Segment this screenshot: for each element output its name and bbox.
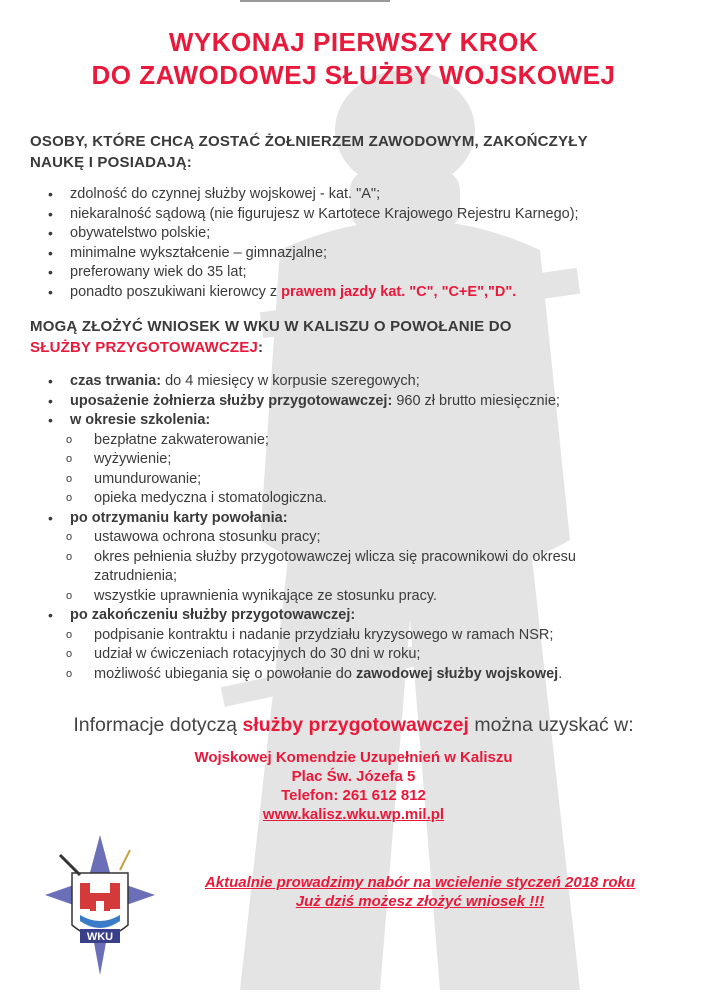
driving-license-highlight: prawem jazdy kat. "C", "C+E","D". <box>281 283 517 300</box>
section1-heading-line2: NAUKĘ I POSIADAJĄ: <box>30 154 192 171</box>
list-item: • obywatelstwo polskie; <box>48 224 579 244</box>
sublist-item: o bezpłatne zakwaterowanie; <box>48 431 576 451</box>
requirements-list <box>48 185 579 302</box>
circle-bullet-icon: o <box>66 550 73 563</box>
list-item: • preferowany wiek do 35 lat; <box>48 263 579 283</box>
recruitment-line2: Już dziś możesz złożyć wniosek !!! <box>295 893 545 910</box>
list-item: • czas trwania: do 4 miesięcy w korpusie szeregowych; <box>48 372 576 392</box>
contact-phone: Telefon: 261 612 812 <box>281 787 426 804</box>
list-item: • ponadto poszukiwani kierowcy z prawem jazdy kat. "C", "C+E","D". <box>48 283 579 303</box>
bullet-icon: • <box>48 205 53 222</box>
sublist-item: o opieka medyczna i stomatologiczna. <box>48 489 576 509</box>
sublist-item: o możliwość ubiegania się o powołanie do zawodowej służby wojskowej. <box>48 665 576 685</box>
list-item: • minimalne wykształcenie – gimnazjalne; <box>48 244 579 264</box>
contact-website-link[interactable]: www.kalisz.wku.wp.mil.pl <box>262 806 445 823</box>
info-line: Informacje dotyczą służby przygotowawczej można uzyskać w: <box>73 714 634 736</box>
recruitment-line1: Aktualnie prowadzimy nabór na wcielenie styczeń 2018 roku <box>204 874 636 891</box>
logo-text: WKU <box>86 931 114 943</box>
contact-office: Wojskowej Komendzie Uzupełnień w Kaliszu <box>194 749 513 766</box>
sublist-item: o wszystkie uprawnienia wynikające ze stosunku pracy. <box>48 587 576 607</box>
circle-bullet-icon: o <box>66 667 73 680</box>
card-sublist <box>48 528 576 606</box>
sublist-item: o podpisanie kontraktu i nadanie przydziału kryzysowego w ramach NSR; <box>48 626 576 646</box>
circle-bullet-icon: o <box>66 433 73 446</box>
after-service-sublist <box>48 626 576 685</box>
sublist-item: o wyżywienie; <box>48 450 576 470</box>
sublist-item: o okres pełnienia służby przygotowawczej wlicza się pracownikowi do okresu zatrudnienia; <box>66 548 576 584</box>
bullet-icon: • <box>48 412 53 428</box>
section2-heading-line2: SŁUŻBY PRZYGOTOWAWCZEJ: <box>30 339 264 356</box>
section2-heading-line1: MOGĄ ZŁOŻYĆ WNIOSEK W WKU W KALISZU O POWOŁANIE DO <box>30 318 512 335</box>
list-item: • uposażenie żołnierza służby przygotowawczej: 960 zł brutto miesięcznie; <box>48 392 576 412</box>
list-item: • zdolność do czynnej służby wojskowej - kat. "A"; <box>48 185 579 205</box>
title-line-1: WYKONAJ PIERWSZY KROK <box>168 27 539 57</box>
bullet-icon: • <box>48 509 53 526</box>
castle-shield-icon <box>72 873 128 937</box>
circle-bullet-icon: o <box>66 453 73 465</box>
title-line-2: DO ZAWODOWEJ SŁUŻBY WOJSKOWEJ <box>91 60 616 90</box>
sublist-item: o udział w ćwiczeniach rotacyjnych do 30 dni w roku; <box>48 645 576 665</box>
bullet-icon: • <box>48 244 53 261</box>
bullet-icon: • <box>48 264 53 280</box>
list-item: • w okresie szkolenia: o bezpłatne zakwaterowanie; o wyżywienie; o umundurowanie; o opieka medyczna i stomatologiczna. <box>48 411 576 509</box>
bullet-icon: • <box>48 225 53 241</box>
bullet-icon: • <box>48 283 53 300</box>
list-item: • po otrzymaniu karty powołania: o ustawowa ochrona stosunku pracy; o okres pełnienia służby przygotowawczej wlicza się pracownikowi do okresu zatrudnienia; o wszystkie uprawnienia wynikające ze stosunku pracy. <box>48 509 576 607</box>
circle-bullet-icon: o <box>66 589 73 602</box>
training-sublist <box>48 431 576 509</box>
sublist-item: o umundurowanie; <box>48 470 576 490</box>
wku-emblem-logo <box>40 825 160 985</box>
bullet-icon: • <box>48 373 53 389</box>
scan-line <box>240 0 390 2</box>
list-item: • po zakończeniu służby przygotowawczej: o podpisanie kontraktu i nadanie przydziału kryzysowego w ramach NSR; o udział w ćwiczeniach rotacyjnych do 30 dni w roku; o możliwość ubiegania się o powołanie do zawodowej służby wojskowej. <box>48 606 576 684</box>
circle-bullet-icon: o <box>66 648 73 660</box>
circle-bullet-icon: o <box>66 531 73 543</box>
circle-bullet-icon: o <box>66 628 73 641</box>
bullet-icon: • <box>48 392 53 409</box>
sublist-item: o ustawowa ochrona stosunku pracy; <box>48 528 576 548</box>
section1-heading-line1: OSOBY, KTÓRE CHCĄ ZOSTAĆ ŻOŁNIERZEM ZAWODOWYM, ZAKOŃCZYŁY <box>30 133 588 150</box>
bullet-icon: • <box>48 186 53 202</box>
contact-address: Plac Św. Józefa 5 <box>291 768 416 785</box>
bullet-icon: • <box>48 607 53 623</box>
preparatory-service-list <box>48 372 576 684</box>
circle-bullet-icon: o <box>66 472 73 485</box>
list-item: • niekaralność sądową (nie figurujesz w Kartotece Krajowego Rejestru Karnego); <box>48 205 579 225</box>
circle-bullet-icon: o <box>66 492 73 504</box>
